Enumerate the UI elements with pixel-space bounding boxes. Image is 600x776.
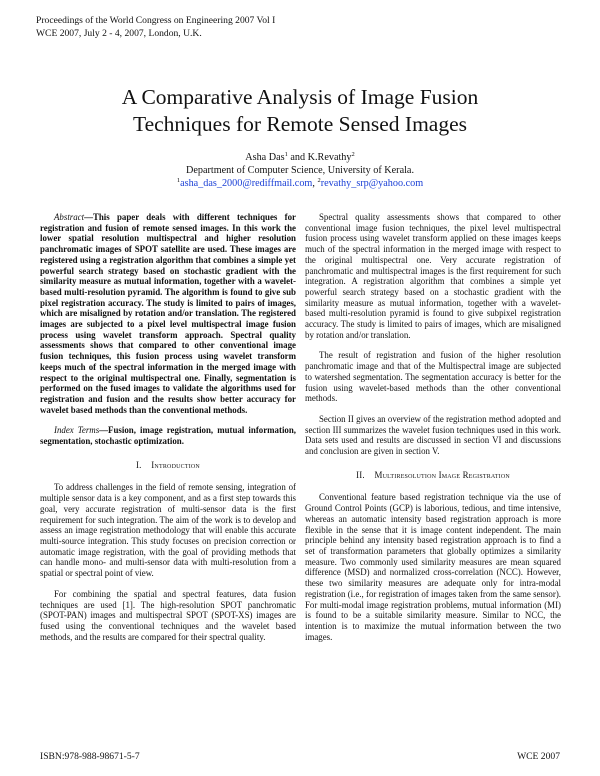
intro-paragraph-1: To address challenges in the field of remote sensing, integration of multiple sensor data is a key component, and as a first step towards this goal, very accurate registration of multi-sensor data is the first requirement for such integration. The aim of the work is to develop and assess an image registration methodology that will enable this accurate multi-source integration. This study focuses on precision correction or automatic image registration, with the goal of providing methods that can handle mono- and multi-sensor data with multi-resolution from a spatial or spectral point of view. (40, 482, 296, 579)
left-column (40, 212, 296, 642)
author-names (0, 151, 600, 164)
index-terms-text: —Fusion, image registration, mutual information, segmentation, stochastic optimization. (40, 425, 296, 447)
section-2-number: II. (356, 469, 365, 480)
email-1-marker: 1 (176, 177, 181, 184)
section-2-title: Multiresolution Image Registration (374, 469, 510, 480)
author-emails (0, 177, 600, 190)
section-1-title: Introduction (151, 459, 200, 470)
right-column (305, 212, 561, 642)
abstract (40, 212, 296, 415)
footer-isbn: ISBN:978-988-98671-5-7 (40, 751, 140, 762)
section-heading-introduction (40, 460, 296, 471)
title-line-1: A Comparative Analysis of Image Fusion (121, 85, 479, 109)
footer-conference: WCE 2007 (517, 751, 560, 762)
proceedings-line: Proceedings of the World Congress on Engineering 2007 Vol I (36, 15, 276, 26)
author-1-marker: 1 (284, 151, 288, 158)
intro-paragraph-2: For combining the spatial and spectral features, data fusion techniques are used [1]. The high-resolution SPOT panchromatic (SPOT-PAN) images and multispectral SPOT (SPOT-XS) images are fused using the conventional techniques and the wavelet based methods, and the results are compared for their spectral quality. (40, 588, 296, 642)
right-paragraph-2: The result of registration and fusion of the higher resolution panchromatic image and that of the Multispectral image are subjected to watershed segmentation. The segmentation accuracy is better for the fusion using wavelet-based methods than the other conventional methods. (305, 350, 561, 404)
author-1: Asha Das (245, 152, 285, 163)
email-link-2[interactable]: revathy_srp@yahoo.com (320, 178, 424, 189)
index-terms-label: Index Terms (54, 425, 100, 436)
title-line-2: Techniques for Remote Sensed Images (132, 112, 468, 136)
section-1-number: I. (136, 459, 142, 470)
email-2-marker: 2 (317, 177, 321, 184)
right-paragraph-3: Section II gives an overview of the registration method adopted and section III summarizes the wavelet fusion techniques used in this work. Data sets used and results are discussed in section VI and discussions and conclusion are given in section V. (305, 413, 561, 457)
email-separator: , (312, 178, 318, 189)
running-head (36, 14, 275, 40)
right-paragraph-1: Spectral quality assessments shows that compared to other conventional image fusion techniques, the pixel level multispectral fusion process using wavelet transform applied on these images keeps much of the spectral information in the merged image with respect to the original multispectral one. Very accurate registration of panchromatic and multispectral images is the first requirement for such integration. A registration algorithm that combines a simple yet powerful search strategy based on a stochastic gradient with the similarity measure as mutual information, together with a wavelet-based multi-resolution pyramid is found to give subpixel registration accuracy. The study is limited to pairs of images, which are misaligned by rotation and/or translation. (305, 212, 561, 340)
author-conjunction: and (287, 152, 308, 163)
abstract-text: —This paper deals with different techniques for registration and fusion of remote sensed images. In this work the lower spatial resolution multispectral and higher resolution panchromatic images of SPOT satellite are used. These images are registered using a registration algorithm that combines a simple yet powerful search strategy based on stochastic gradient with the similarity measure as mutual information, together with a wavelet-based multi-resolution pyramid. The algorithm is found to give sub pixel registration accuracy. The study is limited to pairs of images, which are misaligned by rotation and/or translation. The registered images are subjected to a pixel level multispectral image fusion process using wavelet transform approach. Spectral quality assessments shows that compared to other conventional image fusion techniques, this fusion process using wavelet transform keeps much of the spectral information in the merged image with respect to the original multispectral one. Finally, segmentation is performed on the fused images to validate the algorithms used for registration and fusion and the results show better accuracy for wavelet based methods than the conventional methods. (40, 212, 296, 415)
paper-title (0, 84, 600, 138)
index-terms (40, 425, 296, 446)
author-2: K.Revathy (307, 152, 352, 163)
section-heading-registration (305, 470, 561, 481)
affiliation: Department of Computer Science, University of Kerala. (185, 165, 414, 176)
author-2-marker: 2 (351, 151, 355, 158)
registration-paragraph-1: Conventional feature based registration technique via the use of Ground Control Points (GCP) is laborious, tedious, and time intensive, whereas an automatic intensity based registration approach is more flexible in the sense that it is image content independent. The main principle behind any intensity based registration approach is to find a set of transformation parameters that globally optimizes a similarity measure. Two commonly used similarity measures are mean squared difference (MSD) and normalized cross-correlation (NCC). However, these two similarity measures are adequate only for intra-modal registration (i.e., for registration of images taken from the same sensor). For multi-modal image registration problems, mutual information (MI) is found to be a suitable similarity measure. Similar to NCC, the intention is to maximize the mutual information between the two images. (305, 492, 561, 642)
conference-date-line: WCE 2007, July 2 - 4, 2007, London, U.K. (36, 28, 202, 39)
abstract-label: Abstract (54, 212, 85, 222)
author-block (0, 151, 600, 190)
email-link-1[interactable]: asha_das_2000@rediffmail.com (180, 178, 313, 189)
